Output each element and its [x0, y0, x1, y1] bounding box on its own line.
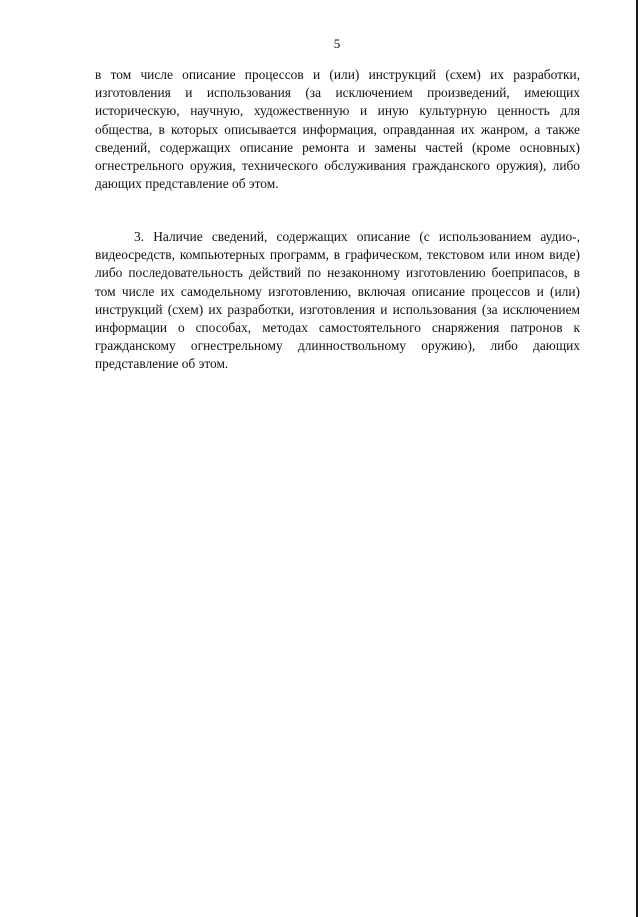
paragraph-item-3: 3. Наличие сведений, содержащих описание (с использованием аудио-, видеосредств, компьютерных программ, в графическом, текстовом или ином виде) либо последовательность действий по незаконному изготовлению боеприпасов, в том числе их самодельному изготовлению, включая описание процессов и (или) инструкций (схем) их разработки, изготовления и использования (за исключением информации о способах, методах самостоятельного снаряжения патронов к гражданскому огнестрельному длинноствольному оружию), либо дающих представление об этом. — [95, 229, 580, 372]
page-number: 5 — [333, 36, 341, 51]
paragraph-continuation: в том числе описание процессов и (или) инструкций (схем) их разработки, изготовления и использования (за исключением произведений, имеющих историческую, научную, художественную и иную культурную ценность для общества, в которых описывается информация, оправданная их жанром, а также сведений, содержащих описание ремонта и замены частей (кроме основных) огнестрельного оружия, технического обслуживания гражданского оружия), либо дающих представление об этом. — [95, 67, 580, 192]
scan-edge-line — [636, 0, 638, 917]
